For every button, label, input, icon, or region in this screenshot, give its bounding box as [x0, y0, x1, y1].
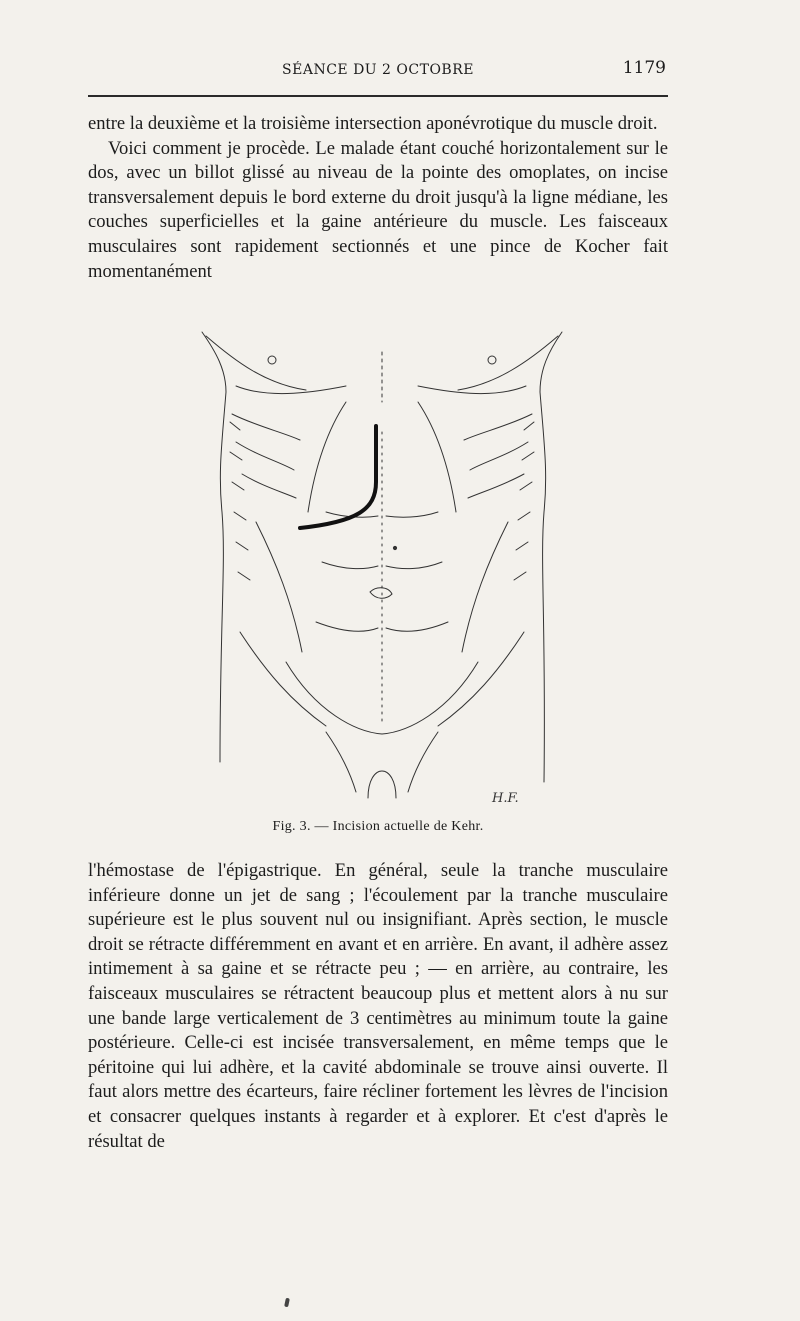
abdomen-drawing: [196, 322, 568, 812]
text-block-bottom: [88, 859, 668, 1154]
running-title: SÉANCE DU 2 OCTOBRE: [282, 62, 474, 78]
ink-speck: [284, 1298, 290, 1308]
header-rule: [88, 95, 668, 97]
paragraph: Voici comment je procède. Le malade étant couché horizontalement sur le dos, avec un billot glissé au niveau de la pointe des omoplates, on incise transversalement depuis le bord externe du droit jusqu'à la ligne médiane, les couches superficielles et la gaine antérieure du muscle. Les faisceaux musculaires sont rapidement sectionnés et une pince de Kocher fait momentanément: [88, 137, 668, 282]
figure-abdomen-illustration: [196, 322, 568, 812]
text-block-top: [88, 112, 668, 284]
figure-caption: Fig. 3. — Incision actuelle de Kehr.: [272, 819, 484, 834]
page-number: 1179: [622, 58, 666, 78]
paragraph: l'hémostase de l'épigastrique. En général, seule la tranche musculaire inférieure donne un jet de sang ; l'écoulement par la tranche musculaire supérieure est le plus souvent nul ou insignifiant. Après section, le muscle droit se rétracte différemment en avant et en arrière. En avant, il adhère assez intimement à sa gaine et se rétracte peu ; — en arrière, au contraire, les faisceaux musculaires se rétractent beaucoup plus et mettent alors à nu sur une bande large verticalement de 3 centimètres au minimum toute la gaine postérieure. Celle-ci est incisée transversalement, en même temps que le péritoine qui lui adhère, et la cavité abdominale se trouve ainsi ouverte. Il faut alors mettre des écarteurs, faire récliner fortement les lèvres de l'incision et consacrer quelques instants à regarder et à explorer. Et c'est d'après le résultat de: [88, 860, 668, 1152]
paragraph: entre la deuxième et la troisième intersection aponévrotique du muscle droit.: [88, 113, 658, 134]
running-head: [88, 58, 668, 84]
illustrator-signature: H.F.: [492, 791, 519, 806]
